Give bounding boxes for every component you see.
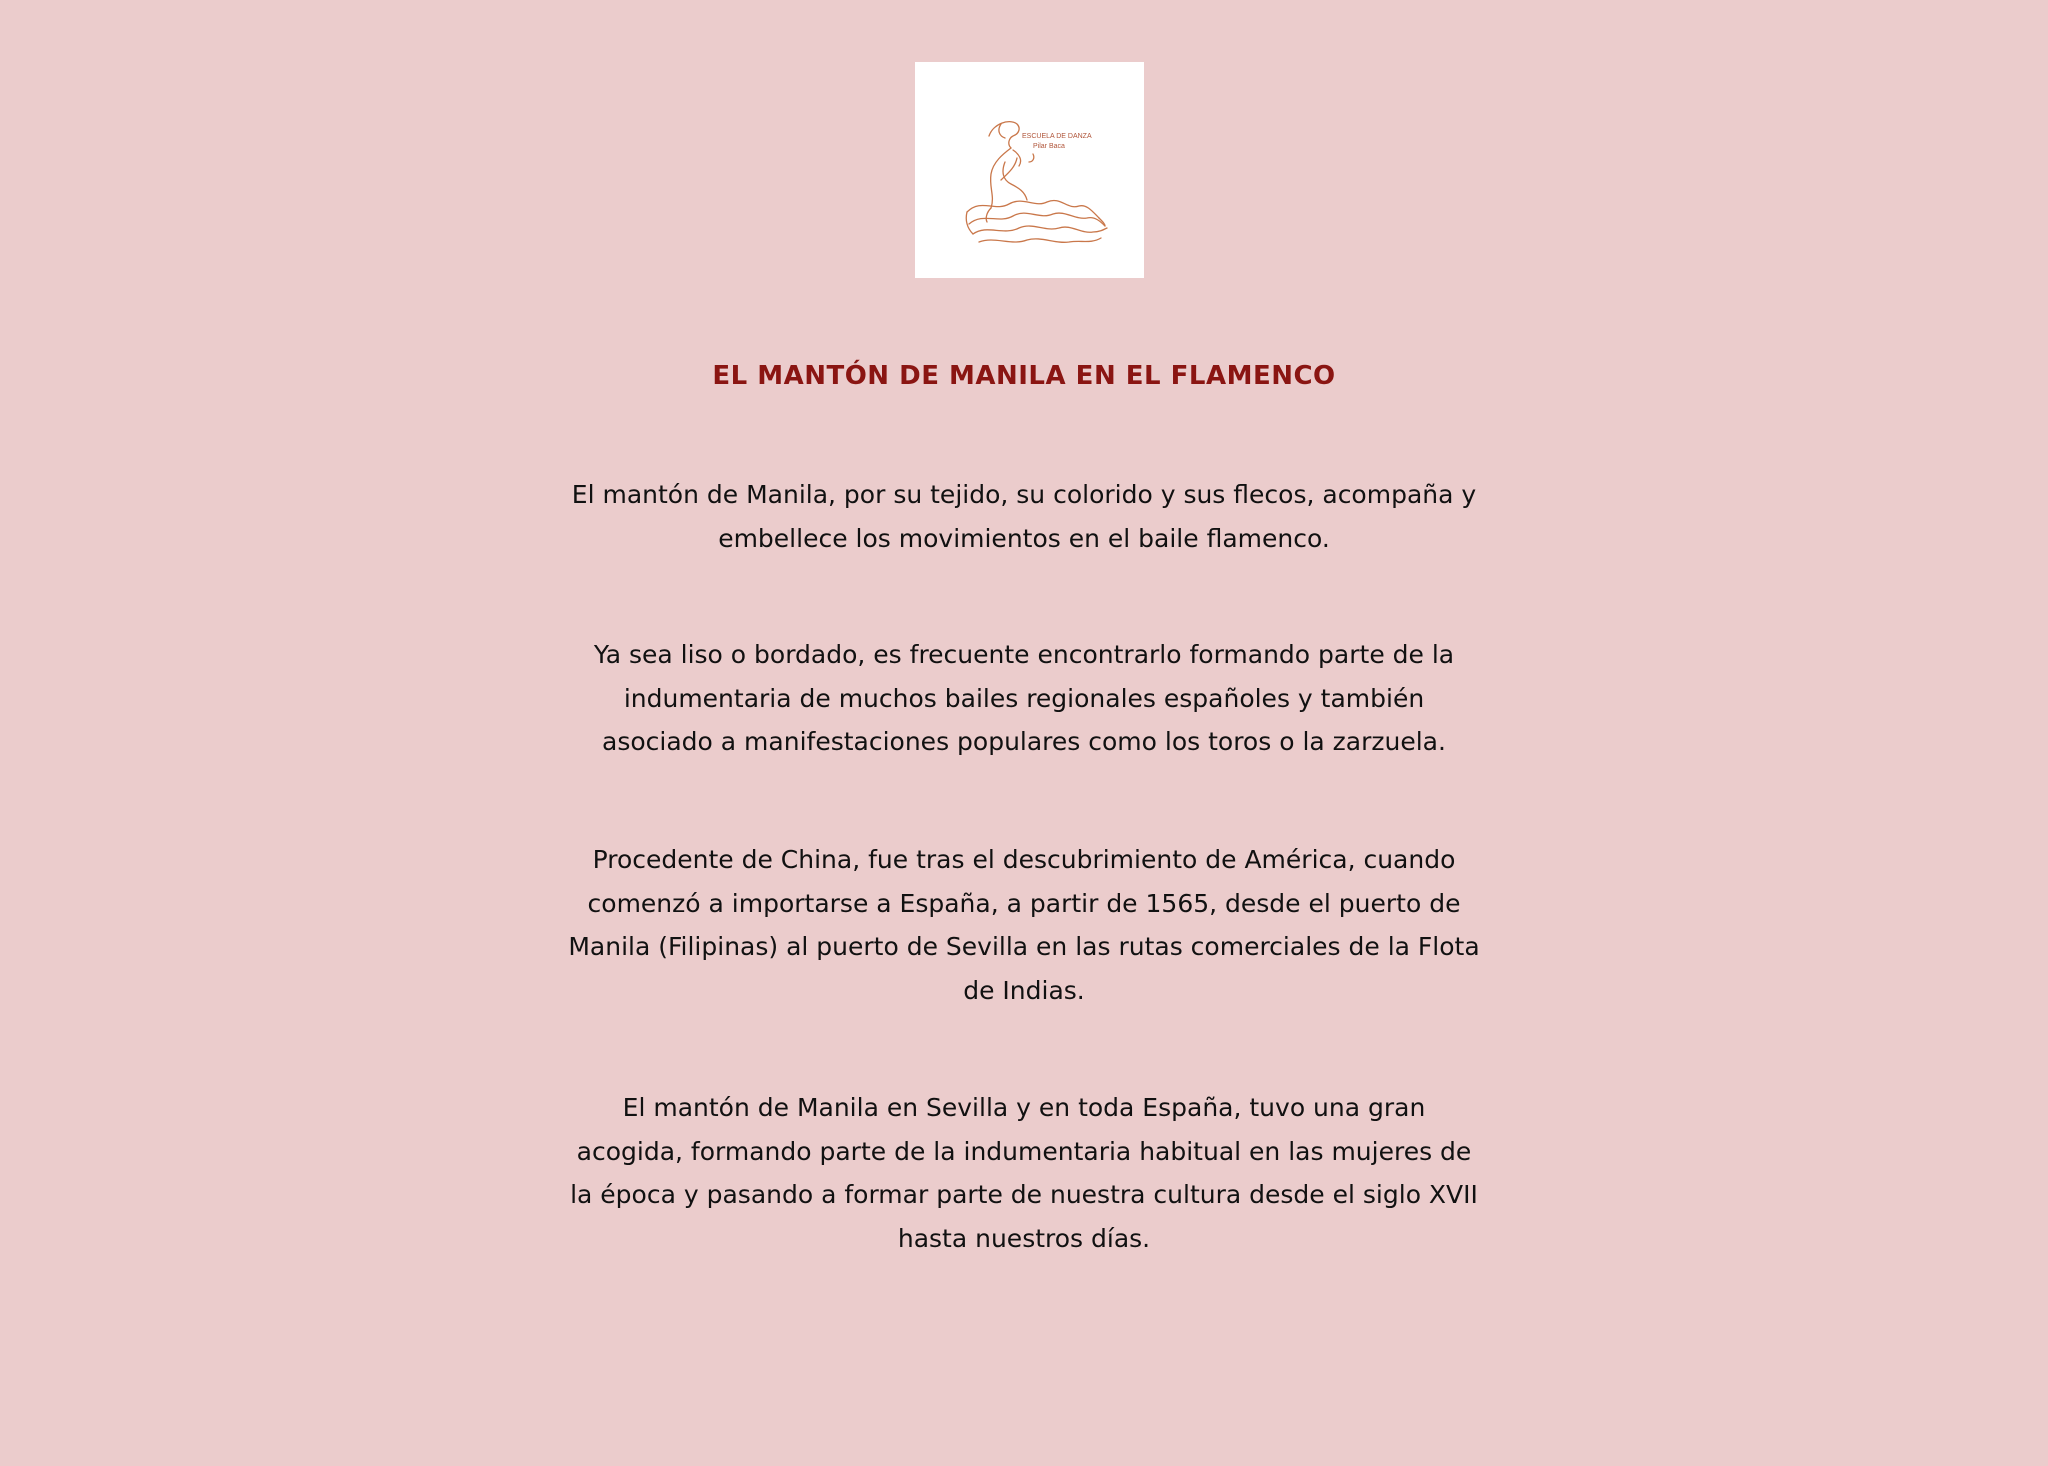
logo-school-name: ESCUELA DE DANZA — [1022, 133, 1092, 140]
paragraph-2: Ya sea liso o bordado, es frecuente encontrarlo formando parte de la indumentaria de muchos bailes regionales españoles y también asociado a manifestaciones populares como los toros o la zarzuela. — [593, 640, 1455, 756]
paragraph-4: El mantón de Manila en Sevilla y en toda España, tuvo una gran acogida, formando parte de la indumentaria habitual en las mujeres de la época y pasando a formar parte de nuestra cultura desde el siglo XVII hasta nuestros días. — [570, 1093, 1478, 1253]
paragraph-1: El mantón de Manila, por su tejido, su colorido y sus flecos, acompaña y embellece los movimientos en el baile flamenco. — [571, 480, 1477, 553]
page-title: EL MANTÓN DE MANILA EN EL FLAMENCO — [712, 361, 1336, 391]
logo-teacher-name: Pilar Baca — [1033, 143, 1065, 150]
dancer-logo-icon — [915, 62, 1144, 278]
paragraph-3: Procedente de China, fue tras el descubrimiento de América, cuando comenzó a importarse a España, a partir de 1565, desde el puerto de Manila (Filipinas) al puerto de Sevilla en las rutas comerciales de la Flota de Indias. — [568, 845, 1480, 1005]
school-logo — [915, 62, 1144, 278]
